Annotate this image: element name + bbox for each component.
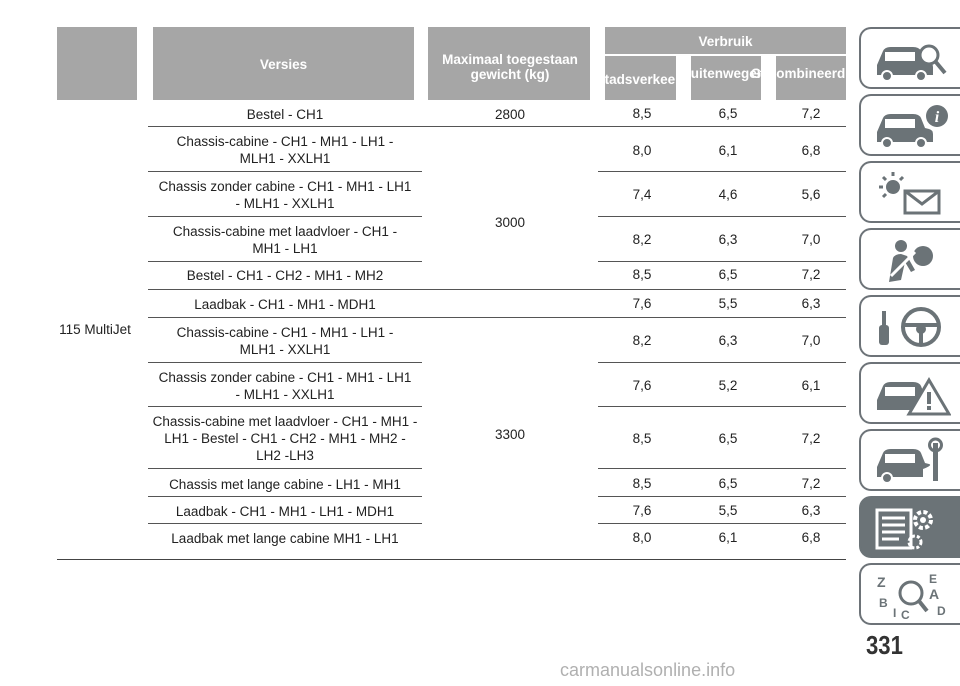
car-breakdown-warning-icon [871, 370, 951, 420]
extra-urban-value: 4,6 [718, 187, 738, 202]
urban-value: 7,4 [632, 187, 652, 202]
version-cell: Laadbak met lange cabine MH1 - LH1 [171, 531, 399, 546]
version-cell: Chassis met lange cabine - LH1 - MH1 [169, 477, 401, 492]
weight-2800: 2800 [494, 107, 526, 122]
svg-text:A: A [929, 586, 940, 602]
airbag-person-icon [871, 236, 951, 286]
urban-value: 7,6 [632, 503, 652, 518]
urban-value: 8,5 [632, 106, 652, 121]
header-cell-blank [57, 27, 137, 100]
version-cell: Chassis zonder cabine - CH1 - MH1 - LH1 - MLH1 - XXLH1 [158, 179, 412, 211]
row-divider [598, 468, 846, 469]
combined-value: 7,2 [801, 267, 821, 282]
row-divider [148, 171, 422, 172]
urban-value: 8,5 [632, 431, 652, 446]
sidebar-tab-technical-data[interactable] [859, 496, 960, 558]
combined-value: 7,2 [801, 431, 821, 446]
sidebar-tab-driving[interactable] [859, 295, 960, 357]
extra-urban-value: 6,5 [718, 476, 738, 491]
watermark: carmanualsonline.info [560, 660, 736, 680]
version-cell: Laadbak - CH1 - MH1 - LH1 - MDH1 [175, 504, 395, 519]
urban-value: 8,2 [632, 232, 652, 247]
combined-value: 7,2 [801, 476, 821, 491]
extra-urban-value: 6,3 [718, 333, 738, 348]
row-divider [598, 523, 846, 524]
urban-value: 7,6 [632, 296, 652, 311]
extra-urban-value: 6,3 [718, 232, 738, 247]
version-cell: Bestel - CH1 - CH2 - MH1 - MH2 [186, 268, 384, 283]
version-cell: Chassis zonder cabine - CH1 - MH1 - LH1 - MLH1 - XXLH1 [158, 370, 412, 402]
sidebar-tab-dashboard[interactable] [859, 27, 960, 89]
weight-3000: 3000 [494, 215, 526, 230]
weight-3300: 3300 [494, 427, 526, 442]
row-divider [598, 261, 846, 262]
row-divider [148, 362, 422, 363]
row-divider [148, 523, 422, 524]
combined-value: 6,1 [801, 378, 821, 393]
svg-text:i: i [934, 109, 940, 126]
extra-urban-value: 6,5 [718, 431, 738, 446]
version-cell: Chassis-cabine met laadvloer - CH1 - MH1 - LH1 - Bestel - CH1 - CH2 - MH1 - MH2 - LH2 -LH3 [152, 414, 418, 463]
specs-list-gear-icon [871, 504, 951, 554]
engine-label: 115 MultiJet [59, 322, 131, 337]
car-info-icon [871, 102, 951, 152]
combined-value: 7,0 [801, 333, 821, 348]
extra-urban-value: 5,5 [718, 503, 738, 518]
header-combined: Gecombineerd [750, 66, 846, 81]
urban-value: 8,0 [632, 143, 652, 158]
row-divider [148, 261, 422, 262]
warning-lights-mail-icon [871, 169, 951, 219]
urban-value: 8,5 [632, 267, 652, 282]
combined-value: 5,6 [801, 187, 821, 202]
sidebar-tab-info[interactable] [859, 94, 960, 156]
urban-value: 8,5 [632, 476, 652, 491]
svg-text:Z: Z [877, 574, 886, 590]
sidebar-tab-emergency[interactable] [859, 362, 960, 424]
extra-urban-value: 5,5 [718, 296, 738, 311]
svg-text:I: I [893, 606, 897, 620]
row-divider [598, 406, 846, 407]
row-divider [148, 468, 422, 469]
row-divider [148, 216, 422, 217]
version-cell: Bestel - CH1 [246, 107, 324, 122]
page-number: 331 [866, 630, 903, 660]
row-divider [148, 317, 846, 318]
car-search-icon [871, 35, 951, 85]
combined-value: 7,2 [801, 106, 821, 121]
extra-urban-value: 6,1 [718, 530, 738, 545]
urban-value: 7,6 [632, 378, 652, 393]
svg-text:E: E [929, 572, 938, 586]
combined-value: 6,3 [801, 296, 821, 311]
version-cell: Chassis-cabine - CH1 - MH1 - LH1 - MLH1 - XXLH1 [176, 325, 394, 357]
row-divider [148, 289, 846, 290]
urban-value: 8,2 [632, 333, 652, 348]
row-divider [598, 216, 846, 217]
sidebar-tab-maintenance[interactable] [859, 429, 960, 491]
extra-urban-value: 5,2 [718, 378, 738, 393]
row-divider [148, 406, 422, 407]
row-divider [148, 496, 422, 497]
combined-value: 6,3 [801, 503, 821, 518]
header-max-weight: Maximaal toegestaan gewicht (kg) [442, 52, 578, 82]
svg-text:C: C [901, 608, 910, 621]
combined-value: 6,8 [801, 530, 821, 545]
car-service-wrench-icon [871, 437, 951, 487]
row-divider [148, 126, 846, 127]
sidebar-tab-warnings[interactable] [859, 161, 960, 223]
header-consumption: Verbruik [698, 34, 753, 49]
urban-value: 8,0 [632, 530, 652, 545]
version-cell: Chassis-cabine met laadvloer - CH1 - MH1 - LH1 [172, 224, 398, 256]
version-cell: Laadbak - CH1 - MH1 - MDH1 [194, 297, 376, 312]
svg-text:B: B [879, 596, 888, 610]
combined-value: 7,0 [801, 232, 821, 247]
header-extra-urban: Buitenwegen [680, 66, 765, 81]
combined-value: 6,8 [801, 143, 821, 158]
version-cell: Chassis-cabine - CH1 - MH1 - LH1 - MLH1 - XXLH1 [176, 134, 394, 166]
header-versions: Versies [259, 57, 308, 72]
extra-urban-value: 6,5 [718, 267, 738, 282]
svg-text:D: D [937, 604, 946, 618]
alphabetical-index-icon [871, 571, 951, 621]
extra-urban-value: 6,5 [718, 106, 738, 121]
table-bottom-border [57, 559, 846, 560]
sidebar-tab-safety[interactable] [859, 228, 960, 290]
row-divider [598, 496, 846, 497]
steering-wheel-icon [871, 303, 951, 353]
row-divider [598, 171, 846, 172]
extra-urban-value: 6,1 [718, 143, 738, 158]
row-divider [598, 362, 846, 363]
header-urban: Stadsverkeer [595, 72, 681, 87]
sidebar-tab-index[interactable] [859, 563, 960, 625]
